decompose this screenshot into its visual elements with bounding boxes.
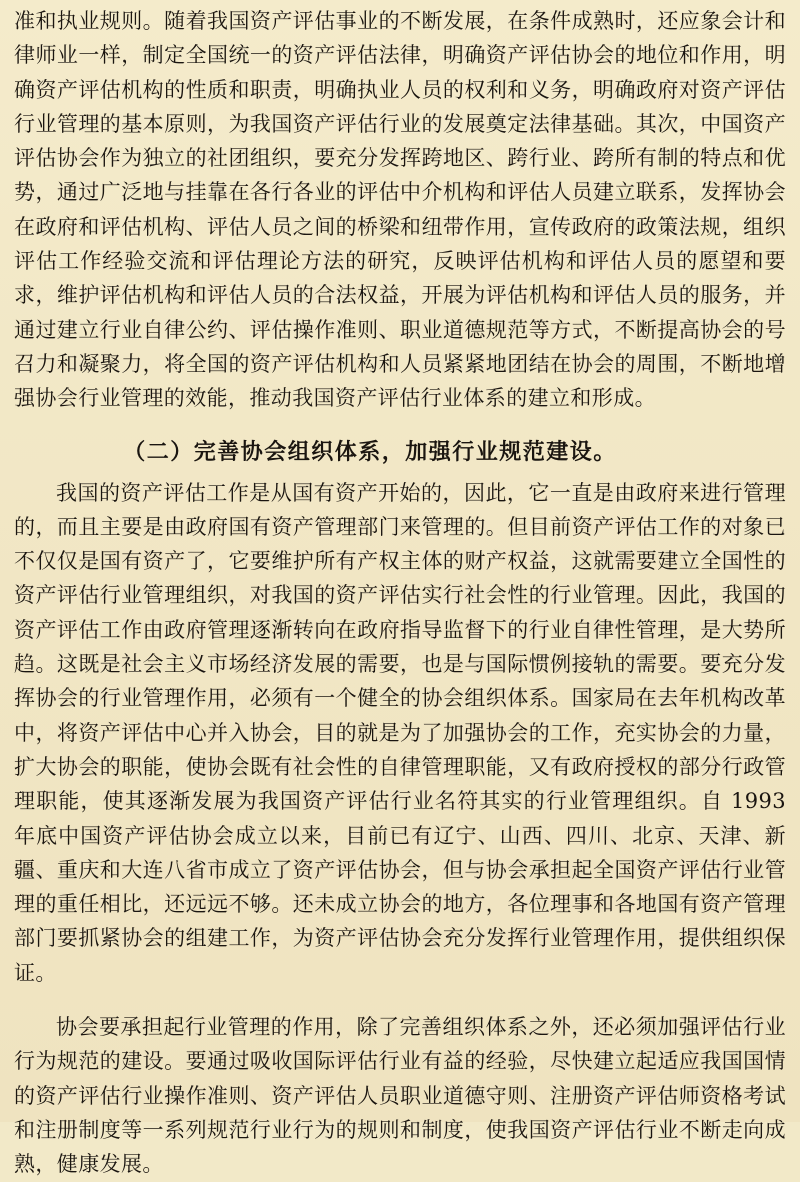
paragraph-2: 我国的资产评估工作是从国有资产开始的，因此，它一直是由政府来进行管理的，而且主要是由政府国有资产管理部门来管理的。但目前资产评估工作的对象已不仅仅是国有资产了，它要维护所有产权主体的财产权益，这就需要建立全国性的资产评估行业管理组织，对我国的资产评估实行社会性的行业管理。因此，我国的资产评估工作由政府管理逐渐转向在政府指导监督下的行业自律性管理，是大势所趋。这既是社会主义市场经济发展的需要，也是与国际惯例接轨的需要。要充分发挥协会的行业管理作用，必须有一个健全的协会组织体系。国家局在去年机构改革中，将资产评估中心并入协会，目的就是为了加强协会的工作，充实协会的力量，扩大协会的职能，使协会既有社会性的自律管理职能，又有政府授权的部分行政管理职能，使其逐渐发展为我国资产评估行业名符其实的行业管理组织。自 1993 年底中国资产评估协会成立以来，目前已有辽宁、山西、四川、北京、天津、新疆、重庆和大连八省市成立了资产评估协会，但与协会承担起全国资产评估行业管理的重任相比，还远远不够。还未成立协会的地方，各位理事和各地国有资产管理部门要抓紧协会的组建工作，为资产评估协会充分发挥行业管理作用，提供组织保证。 bbox=[14, 480, 786, 985]
section-heading: （二）完善协会组织体系，加强行业规范建设。 bbox=[123, 439, 617, 465]
paragraph-1: 准和执业规则。随着我国资产评估事业的不断发展，在条件成熟时，还应象会计和律师业一样，制定全国统一的资产评估法律，明确资产评估协会的地位和作用，明确资产评估机构的性质和职责，明确执业人员的权利和义务，明确政府对资产评估行业管理的基本原则，为我国资产评估行业的发展奠定法律基础。其次，中国资产评估协会作为独立的社团组织，要充分发挥跨地区、跨行业、跨所有制的特点和优势，通过广泛地与挂靠在各行各业的评估中介机构和评估人员建立联系，发挥协会在政府和评估机构、评估人员之间的桥梁和纽带作用，宣传政府的政策法规，组织评估工作经验交流和评估理论方法的研究，反映评估机构和评估人员的愿望和要求，维护评估机构和评估人员的合法权益，开展为评估机构和评估人员的服务，并通过建立行业自律公约、评估操作准则、职业道德规范等方式，不断提高协会的号召力和凝聚力，将全国的资产评估机构和人员紧紧地团结在协会的周围，不断地增强协会行业管理的效能，推动我国资产评估行业体系的建立和形成。 bbox=[14, 9, 786, 411]
paragraph-3: 协会要承担起行业管理的作用，除了完善组织体系之外，还必须加强评估行业行为规范的建设。要通过吸收国际评估行业有益的经验，尽快建立起适应我国国情的资产评估行业操作准则、资产评估人员职业道德守则、注册资产评估师资格考试和注册制度等一系列规范行业行为的规则和制度，使我国资产评估行业不断走向成熟，健康发展。 bbox=[14, 1015, 786, 1177]
